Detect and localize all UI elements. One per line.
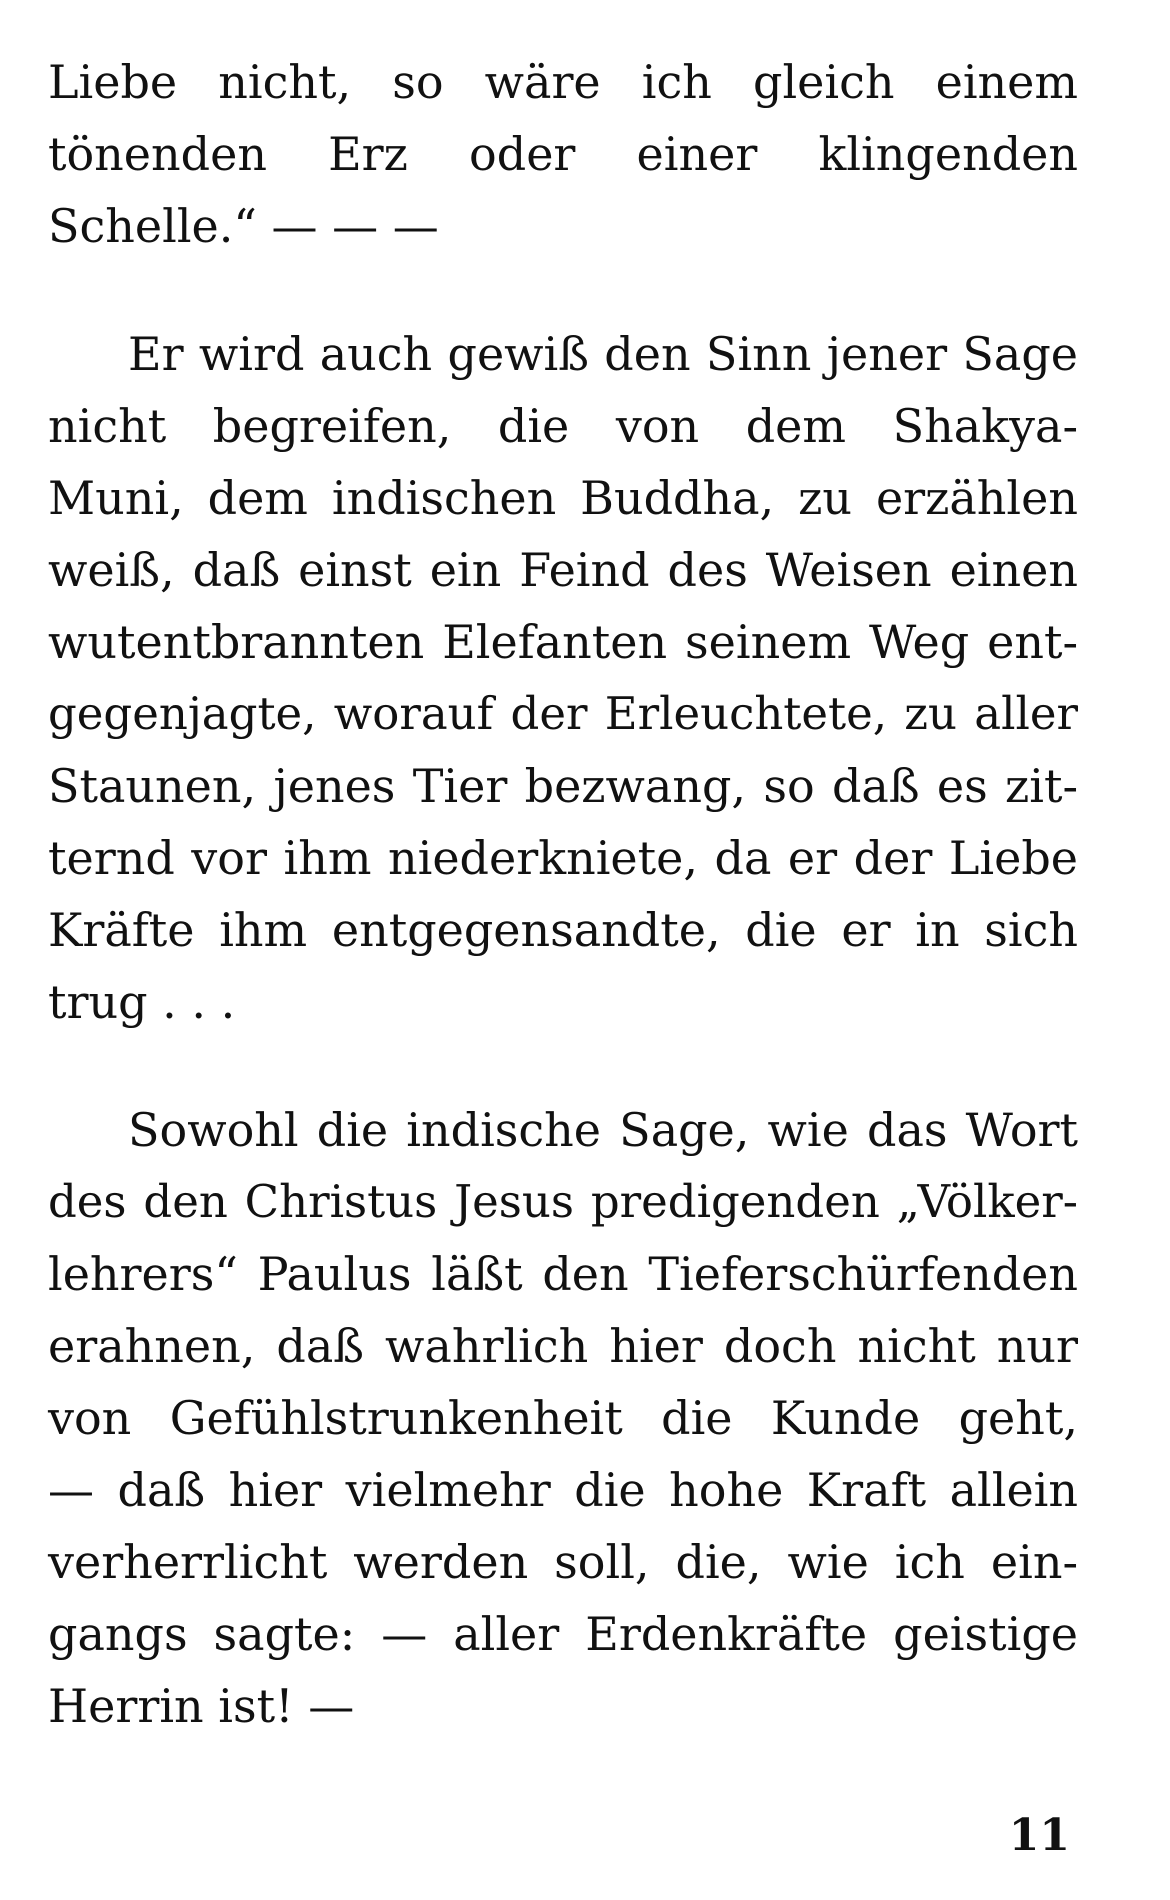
text-line: lehrers“ Paulus läßt den Tieferschürfenden bbox=[48, 1247, 1078, 1301]
text-line: wutentbrannten Elefanten seinem Weg ent- bbox=[48, 615, 1078, 669]
text-line: nicht begreifen, die von dem Shakya- bbox=[48, 399, 1078, 453]
text-line: gegenjagte, worauf der Erleuchtete, zu aller bbox=[48, 687, 1078, 740]
text-line: erahnen, daß wahrlich hier doch nicht nur bbox=[48, 1319, 1078, 1373]
text-line: trug . . . bbox=[48, 975, 236, 1029]
text-line: — daß hier vielmehr die hohe Kraft allein bbox=[48, 1463, 1078, 1517]
paragraph-3 bbox=[48, 1094, 1078, 1742]
page-number: 11 bbox=[1008, 1810, 1070, 1861]
paragraph-1 bbox=[48, 46, 1078, 262]
text-line: Er wird auch gewiß den Sinn jener Sage bbox=[128, 327, 1078, 381]
text-line: Staunen, jenes Tier bezwang, so daß es zit- bbox=[48, 759, 1078, 813]
text-line: Herrin ist! — bbox=[48, 1679, 355, 1733]
text-line: Sowohl die indische Sage, wie das Wort bbox=[128, 1103, 1078, 1157]
text-line: des den Christus Jesus predigenden „Völker- bbox=[48, 1175, 1078, 1228]
text-line: Liebe nicht, so wäre ich gleich einem bbox=[48, 55, 1078, 109]
text-line: Muni, dem indischen Buddha, zu erzählen bbox=[48, 471, 1078, 525]
text-line: von Gefühlstrunkenheit die Kunde geht, bbox=[48, 1391, 1078, 1445]
text-line: gangs sagte: — aller Erdenkräfte geistige bbox=[48, 1607, 1078, 1661]
text-line: Schelle.“ — — — bbox=[48, 199, 439, 253]
text-line: tönenden Erz oder einer klingenden bbox=[48, 127, 1078, 181]
text-line: Kräfte ihm entgegensandte, die er in sich bbox=[48, 903, 1078, 957]
text-line: weiß, daß einst ein Feind des Weisen einen bbox=[48, 543, 1078, 597]
text-line: verherrlicht werden soll, die, wie ich ein- bbox=[48, 1535, 1078, 1589]
text-line: ternd vor ihm niederkniete, da er der Liebe bbox=[48, 831, 1078, 885]
paragraph-2 bbox=[48, 318, 1078, 1038]
